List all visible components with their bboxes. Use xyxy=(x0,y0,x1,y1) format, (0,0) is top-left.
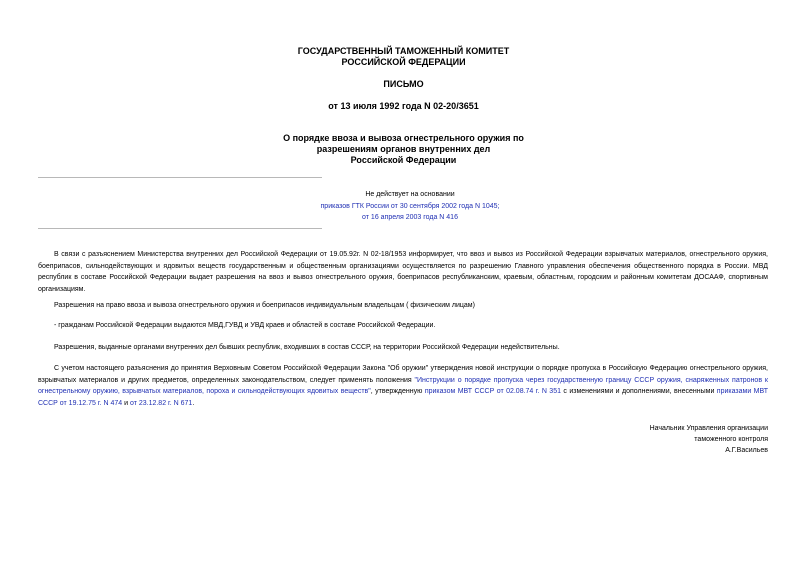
paragraph-5 xyxy=(38,363,768,409)
paragraph-4: Разрешения, выданные органами внутренних дел бывших республик, входивших в состав СССР, на территории Российской Федерации недействительны. xyxy=(54,344,560,351)
issuer-line-1: ГОСУДАРСТВЕННЫЙ ТАМОЖЕННЫЙ КОМИТЕТ xyxy=(297,46,510,56)
signature-name: А.Г.Васильев xyxy=(725,447,768,454)
divider-bottom xyxy=(38,228,322,229)
signature-block xyxy=(468,423,768,456)
doc-title-line-3: Российской Федерации xyxy=(350,155,457,165)
signature-line-2: таможенного контроля xyxy=(694,436,768,443)
doc-date xyxy=(0,101,807,112)
doc-type xyxy=(0,79,807,90)
order-671-link[interactable]: от 23.12.82 г. N 671 xyxy=(129,399,193,407)
divider-top xyxy=(38,177,322,178)
doc-title-line-1: О порядке ввоза и вывоза огнестрельного оружия по xyxy=(283,133,524,143)
status-note xyxy=(160,189,660,224)
doc-date-label: от 13 июля 1992 года N 02-20/3651 xyxy=(328,101,479,111)
order-474-link[interactable]: приказами МВТ СССР от 19.12.75 г. N 474 xyxy=(38,388,768,407)
doc-title xyxy=(0,133,807,166)
paragraph-2: Разрешения на право ввоза и вывоза огнестрельного оружия и боеприпасов индивидуальным владельцам ( физическим лицам) xyxy=(54,302,475,309)
issuer-block xyxy=(0,46,807,68)
paragraph-3: - гражданам Российской Федерации выдаются МВД,ГУВД и УВД краев и областей в составе Российской Федерации. xyxy=(54,322,436,329)
paragraph-5-text-5: . xyxy=(192,399,195,407)
paragraph-5-text-3: с изменениями и дополнениями, внесенными xyxy=(561,388,717,396)
doc-title-line-2: разрешениям органов внутренних дел xyxy=(316,144,491,154)
status-link-1[interactable]: приказов ГТК России от 30 сентября 2002 года N 1045; xyxy=(320,202,500,210)
doc-type-label: ПИСЬМО xyxy=(383,79,424,89)
order-351-link[interactable]: приказом МВТ СССР от 02.08.74 г. N 351 xyxy=(424,388,561,396)
paragraph-5-text-4: и xyxy=(122,399,130,407)
paragraph-1: В связи с разъяснением Министерства внутренних дел Российской Федерации от 19.05.92г. N 02-18/1953 информирует, что ввоз и вывоз из Российской Федерации взрывчатых материалов, огнестрельного оружия, боеприпасов, сильнодействующих и ядовитых веществ государственным и общественным организациями осуществляется по разрешению Главного управления обеспечения общественного порядка в России. МВД республик в составе Российской Федерации выдает разрешения на ввоз и вывоз огнестрельного оружия, боеприпасов республиканским, краевым, областным, городским и районным комитетам ДОСААФ, спортивным организациям. xyxy=(38,251,768,293)
paragraph-5-text-1: С учетом настоящего разъяснения до принятия Верховным Советом Российской Федерации Закона "Об оружии" утверждения новой инструкции о порядке пропуска в Российскую Федерацию огнестрельного оружия, взрывчатых материалов и других предметов, определенных законодательством, следует применять положения xyxy=(38,365,768,384)
paragraph-5-text-2: , утвержденную xyxy=(370,388,425,396)
instruction-link[interactable]: "Инструкции о порядке пропуска через государственную границу СССР оружия, снаряженных патронов к огнестрельному оружию, взрывчатых материалов, пороха и сильнодействующих ядовитых веществ" xyxy=(38,376,768,396)
issuer-line-2: РОССИЙСКОЙ ФЕДЕРАЦИИ xyxy=(341,57,466,67)
signature-line-1: Начальник Управления организации xyxy=(649,425,768,432)
status-link-2[interactable]: от 16 апреля 2003 года N 416 xyxy=(362,214,458,221)
status-line: Не действует на основании xyxy=(365,191,455,198)
